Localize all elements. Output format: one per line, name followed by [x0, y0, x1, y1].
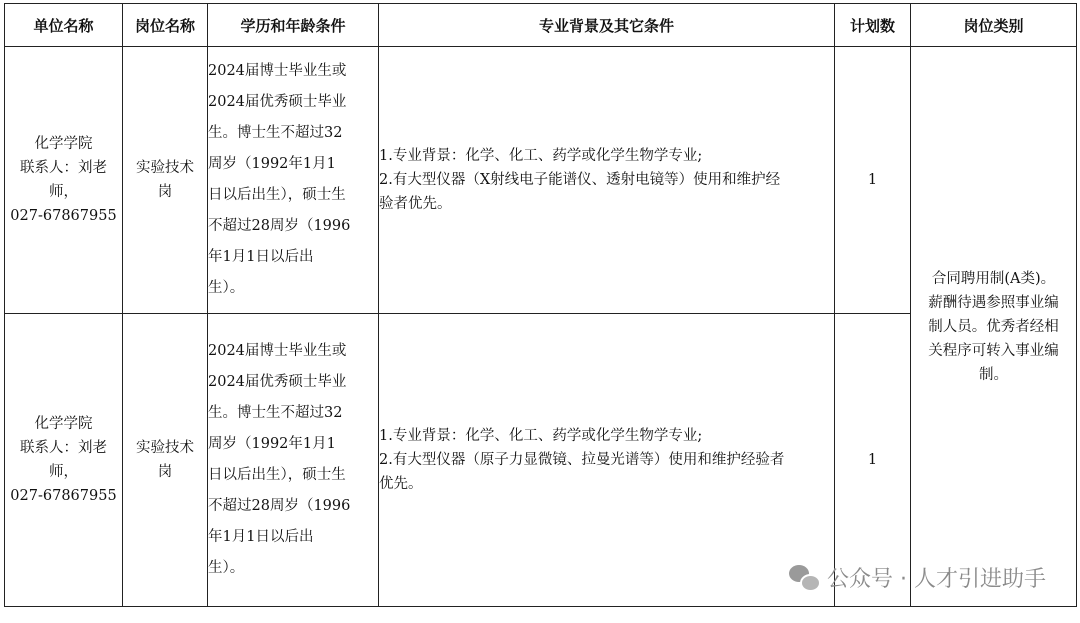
count-cell: 1: [835, 47, 911, 314]
header-education: 学历和年龄条件: [208, 4, 379, 47]
wechat-icon: [789, 565, 819, 591]
watermark-text: 公众号 · 人才引进助手: [827, 567, 1046, 592]
education-cell: [208, 314, 379, 607]
edu-line: 不超过28周岁（1996: [208, 498, 351, 514]
unit-line: 化学学院: [34, 136, 93, 152]
post-line: 实验技术: [136, 160, 194, 176]
edu-line: 周岁（1992年1月1: [208, 156, 336, 172]
unit-line: 师，: [49, 464, 78, 480]
category-line: 制人员。优秀者经相: [928, 318, 1059, 335]
post-cell: [123, 314, 208, 607]
unit-line: 联系人：刘老: [20, 440, 107, 456]
specialty-cell: [379, 47, 835, 314]
post-line: 岗: [157, 464, 173, 480]
spec-line: 优先。: [379, 476, 423, 492]
count-cell: 1: [835, 314, 911, 607]
category-line: 合同聘用制(A类)。: [931, 270, 1056, 287]
header-category: 岗位类别: [911, 4, 1077, 47]
unit-line: 027-67867955: [10, 488, 117, 504]
edu-line: 2024届博士毕业生或: [208, 343, 347, 359]
edu-line: 2024届优秀硕士毕业: [208, 94, 347, 110]
spec-line: 验者优先。: [379, 196, 452, 212]
category-cell: [911, 47, 1077, 607]
header-post: 岗位名称: [123, 4, 208, 47]
category-line: 制。: [979, 366, 1008, 383]
unit-line: 师，: [49, 184, 78, 200]
edu-line: 生）。: [208, 280, 245, 296]
specialty-cell: [379, 314, 835, 607]
spec-line: 1.专业背景：化学、化工、药学或化学生物学专业;: [379, 428, 703, 444]
edu-line: 日以后出生），硕士生: [208, 187, 346, 203]
edu-line: 生。博士生不超过32: [208, 405, 343, 421]
spec-line: 2.有大型仪器（X射线电子能谱仪、透射电镜等）使用和维护经: [379, 172, 781, 188]
spec-line: 2.有大型仪器（原子力显微镜、拉曼光谱等）使用和维护经验者: [379, 452, 785, 468]
edu-line: 周岁（1992年1月1: [208, 436, 336, 452]
spec-line: 1.专业背景：化学、化工、药学或化学生物学专业;: [379, 148, 703, 164]
unit-line: 027-67867955: [10, 208, 117, 224]
unit-line: 联系人：刘老: [20, 160, 107, 176]
edu-line: 生）。: [208, 560, 245, 576]
header-specialty: 专业背景及其它条件: [379, 4, 835, 47]
post-cell: [123, 47, 208, 314]
header-unit: 单位名称: [5, 4, 123, 47]
category-line: 关程序可转入事业编: [928, 342, 1059, 359]
watermark: [789, 562, 1046, 593]
edu-line: 日以后出生），硕士生: [208, 467, 346, 483]
category-line: 薪酬待遇参照事业编: [928, 294, 1059, 311]
unit-cell: [5, 314, 123, 607]
edu-line: 年1月1日以后出: [208, 249, 314, 265]
table-row: [5, 47, 1077, 314]
header-count: 计划数: [835, 4, 911, 47]
edu-line: 2024届博士毕业生或: [208, 63, 347, 79]
edu-line: 生。博士生不超过32: [208, 125, 343, 141]
header-row: [5, 4, 1077, 47]
edu-line: 2024届优秀硕士毕业: [208, 374, 347, 390]
recruitment-table: [4, 3, 1077, 607]
edu-line: 不超过28周岁（1996: [208, 218, 351, 234]
edu-line: 年1月1日以后出: [208, 529, 314, 545]
post-line: 实验技术: [136, 440, 194, 456]
post-line: 岗: [157, 184, 173, 200]
unit-line: 化学学院: [34, 416, 93, 432]
education-cell: [208, 47, 379, 314]
unit-cell: [5, 47, 123, 314]
